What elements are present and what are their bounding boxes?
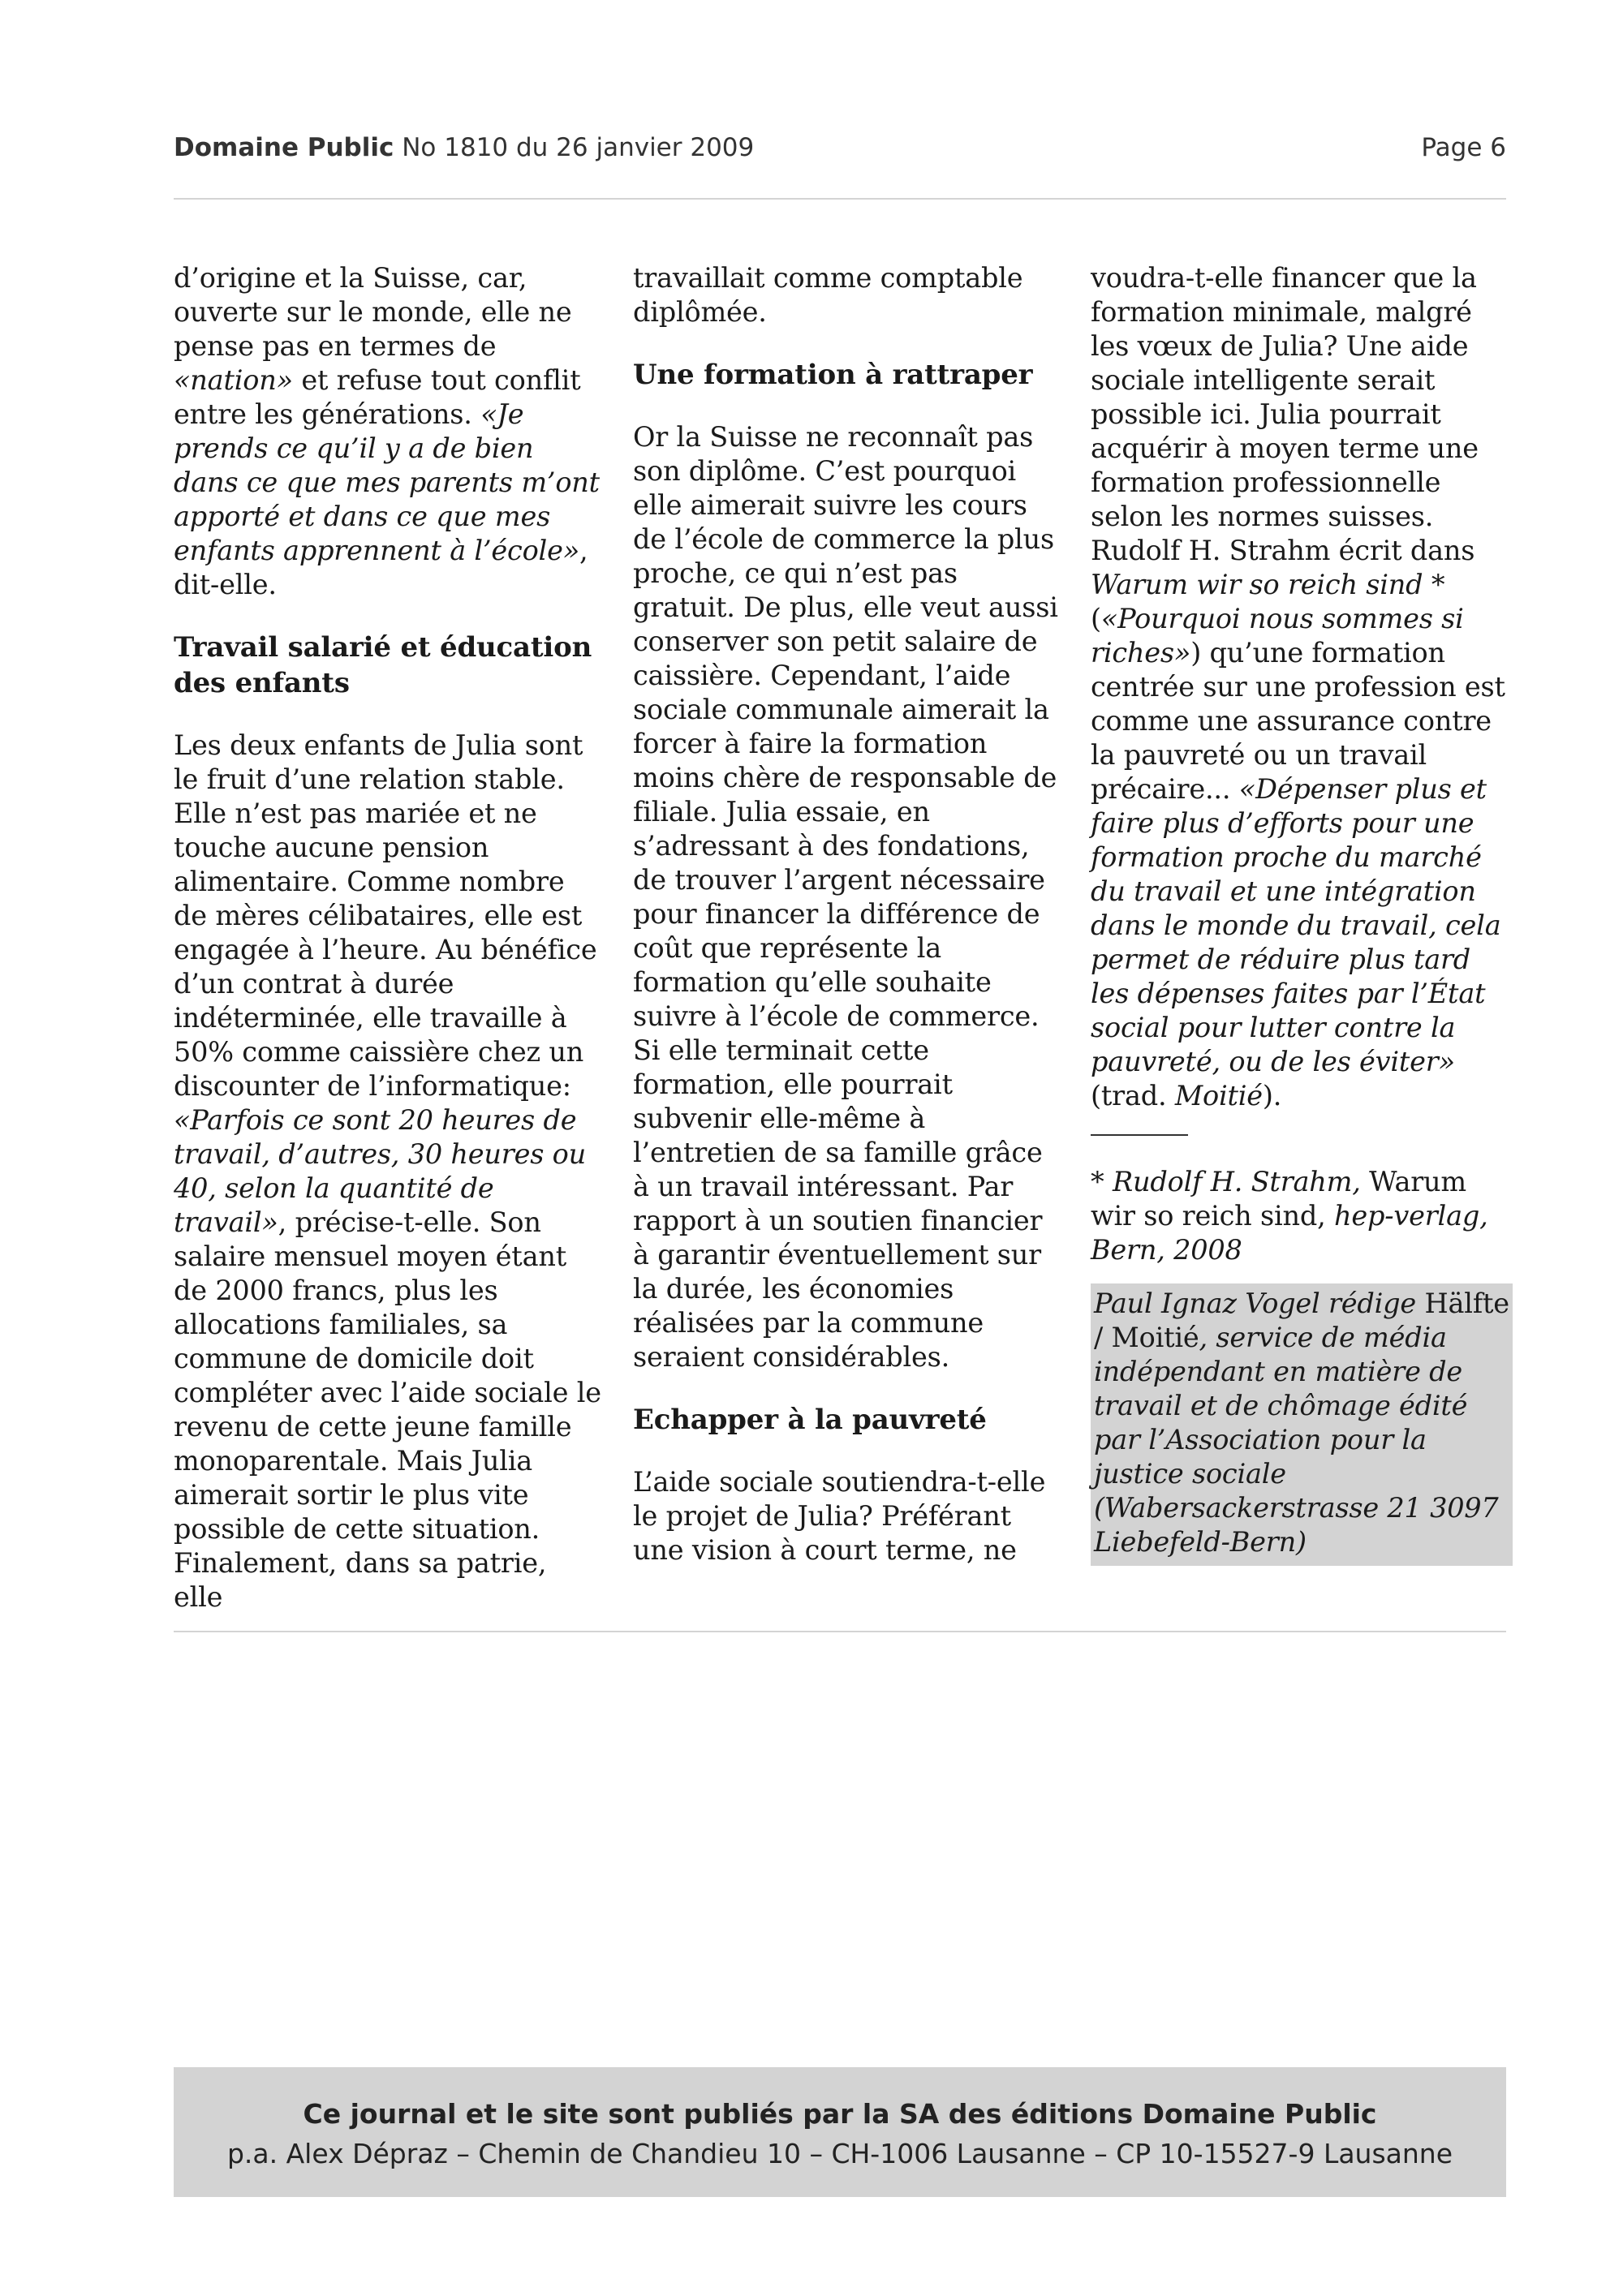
paragraph: Or la Suisse ne reconnaît pas son diplôme. C’est pourquoi elle aimerait suivre les cours de l’école de commerce la plus proche, ce qui n’est pas gratuit. De plus, elle veut aussi conserver son petit salaire de caissière. Cependant, l’aide sociale communale aimerait la forcer à faire la formation moins chère de responsable de filiale. Julia essaie, en s’adressant à des fondations, de trouver l’argent nécessaire pour financer la différence de coût que représente la formation qu’elle souhaite suivre à l’école de commerce. Si elle terminait cette formation, elle pourrait subvenir elle-même à l’entretien de sa famille grâce à un travail intéressant. Par rapport à un soutien financier à garantir éventuellement sur la durée, les économies réalisées par la commune seraient considérables. [633,421,1058,1373]
column-2 [633,261,1063,1567]
issue-info: No 1810 du 26 janvier 2009 [402,133,755,162]
section-heading: Travail salarié et éducation des enfants [174,631,592,699]
paragraph: L’aide sociale soutiendra-t-elle le projet de Julia? Préférant une vision à court terme, ne [633,1466,1046,1566]
paragraph: Les deux enfants de Julia sont le fruit d’une relation stable. Elle n’est pas mariée et ne touche aucune pension alimentaire. Comme nombre de mères célibataires, elle est engagée à l’heure. Au bénéfice d’un contrat à durée indéterminée, elle travaille à 50% comme caissière chez un discounter de l’informatique: «Parfois ce sont 20 heures de travail, d’autres, 30 heures ou 40, selon la quantité de travail», précise-t-elle. Son salaire mensuel moyen étant de 2000 francs, plus les allocations familiales, sa commune de domicile doit compléter avec l’aide sociale le revenu de cette jeune famille monoparentale. Mais Julia aimerait sortir le plus vite possible de cette situation. Finalement, dans sa patrie, elle [174,729,601,1613]
content-divider [174,1631,1506,1632]
paragraph: travaillait comme comptable diplômée. [633,262,1023,328]
paragraph: voudra-t-elle financer que la formation minimale, malgré les vœux de Julia? Une aide sociale intelligente serait possible ici. Julia pourrait acquérir à moyen terme une formation professionnelle selon les normes suisses. Rudolf H. Strahm écrit dans Warum wir so reich sind * («Pourquoi nous sommes si riches») qu’une formation centrée sur une profession est comme une assurance contre la pauvreté ou un travail précaire... «Dépenser plus et faire plus d’efforts pour une formation proche du marché du travail et une intégration dans le monde du travail, cela permet de réduire plus tard les dépenses faites par l’État social pour lutter contre la pauvreté, ou de les éviter» (trad. Moitié). [1091,262,1505,1111]
page-header [174,133,1506,170]
paragraph: d’origine et la Suisse, car, ouverte sur le monde, elle ne pense pas en termes de «nation» et refuse tout conflit entre les générations. «Je prends ce qu’il y a de bien dans ce que mes parents m’ont apporté et dans ce que mes enfants apprennent à l’école», dit-elle. [174,262,600,600]
footnote: * Rudolf H. Strahm, Warum wir so reich sind, hep-verlag, Bern, 2008 [1091,1166,1488,1266]
page-number: Page 6 [1421,133,1506,162]
publication-name: Domaine Public [174,133,394,162]
section-heading: Echapper à la pauvreté [633,1404,987,1436]
footer-address: p.a. Alex Dépraz – Chemin de Chandieu 10 – CH-1006 Lausanne – CP 10-15527-9 Lausanne [226,2138,1453,2169]
footnote-divider [1091,1134,1188,1136]
section-heading: Une formation à rattraper [633,359,1033,391]
header-divider [174,198,1506,200]
author-bio-box: Paul Ignaz Vogel rédige Hälfte / Moitié, service de média indépendant en matière de travail et de chômage édité par l’Association pour la justice sociale (Wabersackerstrasse 21 3097 Liebefeld-Bern) [1091,1283,1513,1566]
column-3 [1091,261,1513,1566]
footer-publisher: Ce journal et le site sont publiés par la SA des éditions Domaine Public [303,2098,1377,2130]
footer-box [174,2067,1506,2197]
column-1 [174,261,604,1615]
